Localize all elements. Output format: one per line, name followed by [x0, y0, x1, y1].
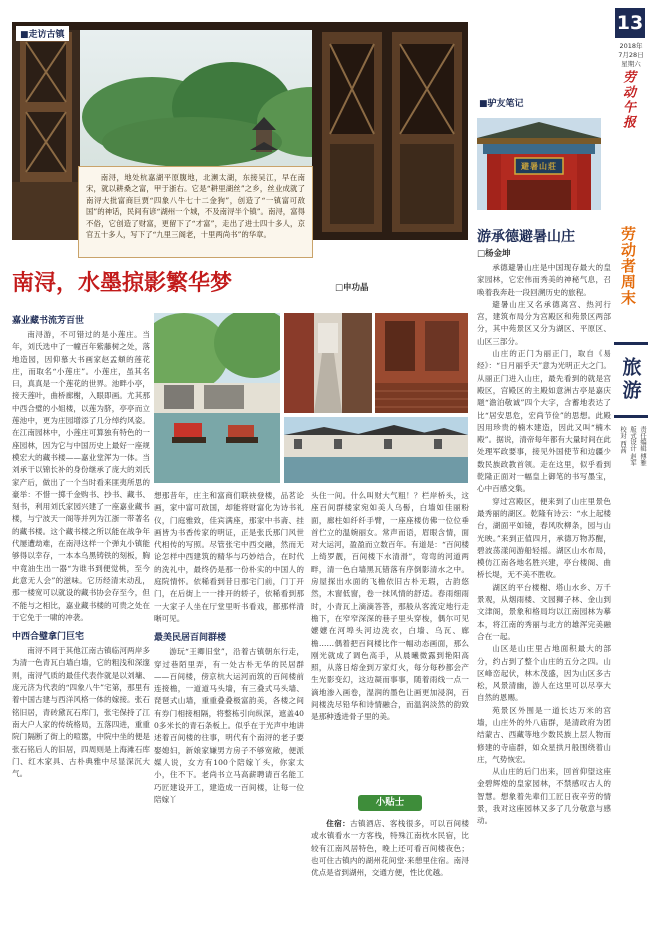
col2-text-a: 想那昔年，庄主和富商们联袂登楼，品茗论画，家中富可敌国，却能将财富化为诗书礼仪，门庭雅致，佳宾满座，那家中书斋、挂画皆为书香传家的明证，正是张氏那门风世代相传的写照。尽管张宅中西交融，然而无论怎样中西建筑的精华与巧妙结合，在时代的洗礼中，最终仍是那一份朴实的中国人的庭院情怀。依稀看到昔日那宅门前，门丁开门，在后街上一一排开的轿子，依稀看到那一大家子人坐在厅堂里听书看戏，都那样清晰可见。	[154, 491, 304, 623]
photo-canal-boats	[154, 313, 280, 483]
col3-text: 头住一间。什么叫财大气粗！？栏岸桥头，这座百间群楼家宛如美人乌髻，白墙如佳丽粉面，廊柱如纤纤手臂，一座座楼仿佛一位位垂首伫立的温婉丽女。常声而语，眉眼含情，面对大运河，盈盈而立数百年。有道是：“百间楼上绮罗靓，百间楼下水清滑”，弯弯的河道两畔，清一色白墙黑瓦错落有序倒影清水之中。房屋探出水面的飞檐依旧古朴无瑕，古韵悠然，木窗低窗，卷一抹风情的舒适。春雨细雨时，小青瓦上滴滴答答，那般从客流定地行走檐下，在窄窄深深的巷子里头穿梭，偶尔可见嬷嬷在河埠头河边洗衣，白墙、乌瓦、廊檐……偶着把百间楼比作一幅动态画面，那么刚光就成了调色高手，从晨曦微露到艳阳高照，从落日熔金到万家灯火，每分每秒都会产生光影变幻，这边凝而事事，随着雨线一点一滴地渗入画卷，湿润的墨色让画更加浸润，百间楼洗尽铅华和诗情融合，而温润淡然的韵致是那种透进骨子里的美。	[311, 491, 469, 722]
col2-text-b: 游玩“王卿旧堂”，沿着古镇朝东行走，穿过巷陌里弄，有一处古朴无华的民居群——百间楼，傍京杭大运河而筑的百间楼前连接檐，一道道马头墙，有三叠式马头墙、琵琶式山墙，重重叠叠极富韵美，各楼之间有券门相接相隔，将整栋引向纵深，遮盖400多米长的青石条板上。似乎在于光声中地讲述着百间楼的往事，明代有个南浔的老子要娶媳妇，新娘家嫌男方房子不够宽敞，便派媒人说，女方有100个陪嫁丫头，你家太小，住不下。老尚书立马高薪聘请百名能工巧匠建设开工，建造成一百间楼，让每一位陪嫁丫	[154, 647, 304, 804]
photo-alley	[284, 313, 372, 413]
section-credit-1: 责任编辑 傅雅	[639, 426, 646, 466]
column-tag-side: ■驴友笔记	[479, 99, 524, 109]
main-col-2	[154, 490, 304, 929]
section-credit-2: 版式设计 赵军	[629, 426, 636, 466]
photo-summer-palace-gate	[477, 118, 601, 210]
side-text-3: 山庄的正门为丽正门，取自《易经》：“日月丽乎天”意为光明正大之门。从丽正门进入山庄，最先看到的就是宫殿区，宫殿区的主殿如意洲古亭是嘉庆题“澹泊敬诚”四个大字，含蓄地表达了比“居安思危，宏尚节俭”的思想。此殿因用珍贵的楠木建造，因此又叫“楠木殿”。据说，清帝每年都有大量时间在此处理军政要事，接见外国使节和边疆少数民族政教首领。走在这里，似乎看到乾隆正面对一幅皇上御笔的书写墨宝，心中百感交集。	[477, 349, 611, 494]
section-label: 劳动者周末	[619, 226, 637, 306]
side-text-8: 从山庄的后门出来，回首仰望这座金碧辉煌的皇家园林，不禁感叹古人的智慧。想象着先辈们工匠日夜辛劳的情景，我对这座园林又多了几分敬意与感动。	[477, 767, 611, 826]
main-title: 南浔，水墨掠影繁华梦	[12, 271, 233, 296]
column-tag-main: ■走访古镇	[16, 26, 69, 41]
intro-box	[78, 166, 313, 258]
masthead-logo: 劳动午报	[620, 70, 635, 130]
intro-text: 南浔，地处杭嘉湖平原腹地，北濒太湖，东接吴江，早在南宋，就以耕桑之富，甲于浙右。它是“耕里湖丝”之乡，丝业成就了南浔大批富商巨贾“四象八牛七十二金狗”，创造了“一镇富可敌国”的神话，民间有谚“湖州一个城，不及南浔半个镇”。南浔，富得不俗，它创造了财富，更留下了“才富”，走出了进士四十多人，京官五十多人，写下了“九里三阁老，十里两尚书”的华章。	[86, 173, 305, 240]
photo-brick-wall	[375, 313, 468, 413]
subhead-1: 嘉业藏书流芳百世	[12, 316, 85, 326]
section-credit-3: 校对 西茜	[619, 426, 626, 454]
date-year: 2018年	[619, 42, 643, 50]
side-text-2: 避暑山庄又名承德离宫、热河行宫，建筑布局分为宫殿区和苑景区两部分，其中苑景区又分为湖区、平原区、山区三部分。	[477, 299, 611, 346]
main-col-3	[311, 490, 469, 788]
date-day: 7月28日	[618, 51, 644, 59]
tips-body: 古镇酒店、客栈很多，可以百间楼或水镇看水一方客栈，特殊江南枕水民宿，比较有江南风居特色，晚上还可看百间楼夜色；也可住古镇内的湖州花间堂·来憩里住宿。南浔优点是省到湖州，交通方便，性比优越。	[311, 819, 470, 878]
subhead-3: 最美民居百间群楼	[154, 633, 227, 644]
tips-box	[311, 795, 469, 931]
date-block	[612, 42, 650, 69]
date-weekday: 星期六	[621, 60, 641, 68]
tips-text	[311, 818, 469, 879]
side-text-1: 承德避暑山庄是中国现存最大的皇家园林，它宏伟而秀美的神秘气息，召唤着我奔赴一段回溯历史的旅程。	[477, 263, 611, 297]
tips-label: 住宿：	[326, 819, 351, 828]
side-text-4: 穿过宫殿区，便来到了山庄里景色最秀丽的湖区。乾隆有诗云：“水上起楼台，湖面平如镜，春风吹柳条，园与山光映。”来到正值四月，承德万物苏醒，碧波荡漾间游船轻摇。湖区山水布局，模仿江南各地名胜兴建，亭台楼阁、曲桥长堤，无不美不胜收。	[477, 496, 611, 580]
col1-text-a: 南浔游，不可错过的是小莲庄。当年，刘氏选中了一幢百年紫藤树之处，落地造园，因仰慕大书画家赵孟頫的莲花庄，而取名“小莲庄”。小莲庄，虽其名曰，真真是一个莲花的世界。池畔小亭，接天莲叶，曲桥廊榭，入眼即画。尤其那中西合璧的小姐楼，以莲为脐，亭亭而立莲池中，更为庄园增添了几分绰约风姿。在江南园林中，小莲庄可算独有特色的一座园林，因为它与中国历史上最好一座规模宏大的藏书楼——嘉业堂浑为一体。当刘承干以锦长补的身份继承了庞大的刘氏家产后，做出了一个当时看来匪夷所思的豪举：不惜一掷千金购书、抄书、藏书、刻书，利用刘氏家园兴建了一座嘉业藏书楼，与宁波天一阁等并列为江浙一带著名的藏书楼。这个藏书楼之所以能在战争年代屡遭劫难，在南浔这样一个弹丸小镇能够得以幸存，一本本乌黑铸铁的刻板，胸中竟油生出一器“为谁书到便觉桃，至今此意无人会”的滋味。它历经清末动乱，那一楼宽可以就设的藏书协会存至今，但不能与之相比，嘉业藏书楼的可贵之处在于它免于一啸的冲袭。	[12, 330, 150, 622]
side-text-6: 山区是山庄里占地面积最大的部分，约占到了整个山庄的五分之四。山区峰峦起伏，林木茂盛，因为山区多古松，风景清幽，游人在这里可以尽享大自然的恩赐。	[477, 644, 611, 703]
section-name-box	[614, 342, 648, 418]
photo-waterfront	[284, 417, 468, 483]
side-text-7: 苑景区外围是一道长达万米的宫墙，山庄外的外八庙群，是清政府为团结蒙古、西藏等地少数民族上层人物而修建的寺庙群，如众星拱月般围绕着山庄，气势恢宏。	[477, 705, 611, 764]
side-text	[477, 262, 611, 930]
main-col-1	[12, 313, 150, 929]
col1-text-b: 南浔不同于其他江南古镇临河两岸多为清一色青瓦白墙白墙，它的粗浅和深邃则，南浔气质的最佳代表作就是以刘墉、庞元济为代表的“四象八牛”宅第，那里有着中国古建与西洋风格一体的嫁接。张石铭旧居，青砖黛瓦石库门，张宅保持了江南大户人家的传统格局，五落四进，重重院门隔断了街上的喧嚣，中院中坐的便是张石铭后人的旧居，四周则是上海滩石库门、红木家具、古朴典雅中尽显深沉大气。	[12, 646, 150, 779]
side-text-5: 湖区的平台楼榭、塔山水乡、万千景观，从烟雨楼、文园狮子林、金山到文津阁，景象和格局均以江南园林为摹本，将江南的秀丽与北方的雄浑完美融合在一起。	[477, 582, 611, 641]
side-title: 游承德避暑山庄	[477, 229, 575, 245]
gate-plaque-text: 避暑山莊	[521, 162, 557, 171]
section-name: 旅游	[619, 357, 642, 403]
tips-heading: 小贴士	[358, 795, 422, 811]
page-number-box: 13	[615, 8, 645, 38]
side-author: □杨金坤	[477, 249, 511, 259]
subhead-2: 中西合璧拿门巨宅	[12, 632, 85, 643]
main-author: □申功晶	[335, 283, 369, 293]
